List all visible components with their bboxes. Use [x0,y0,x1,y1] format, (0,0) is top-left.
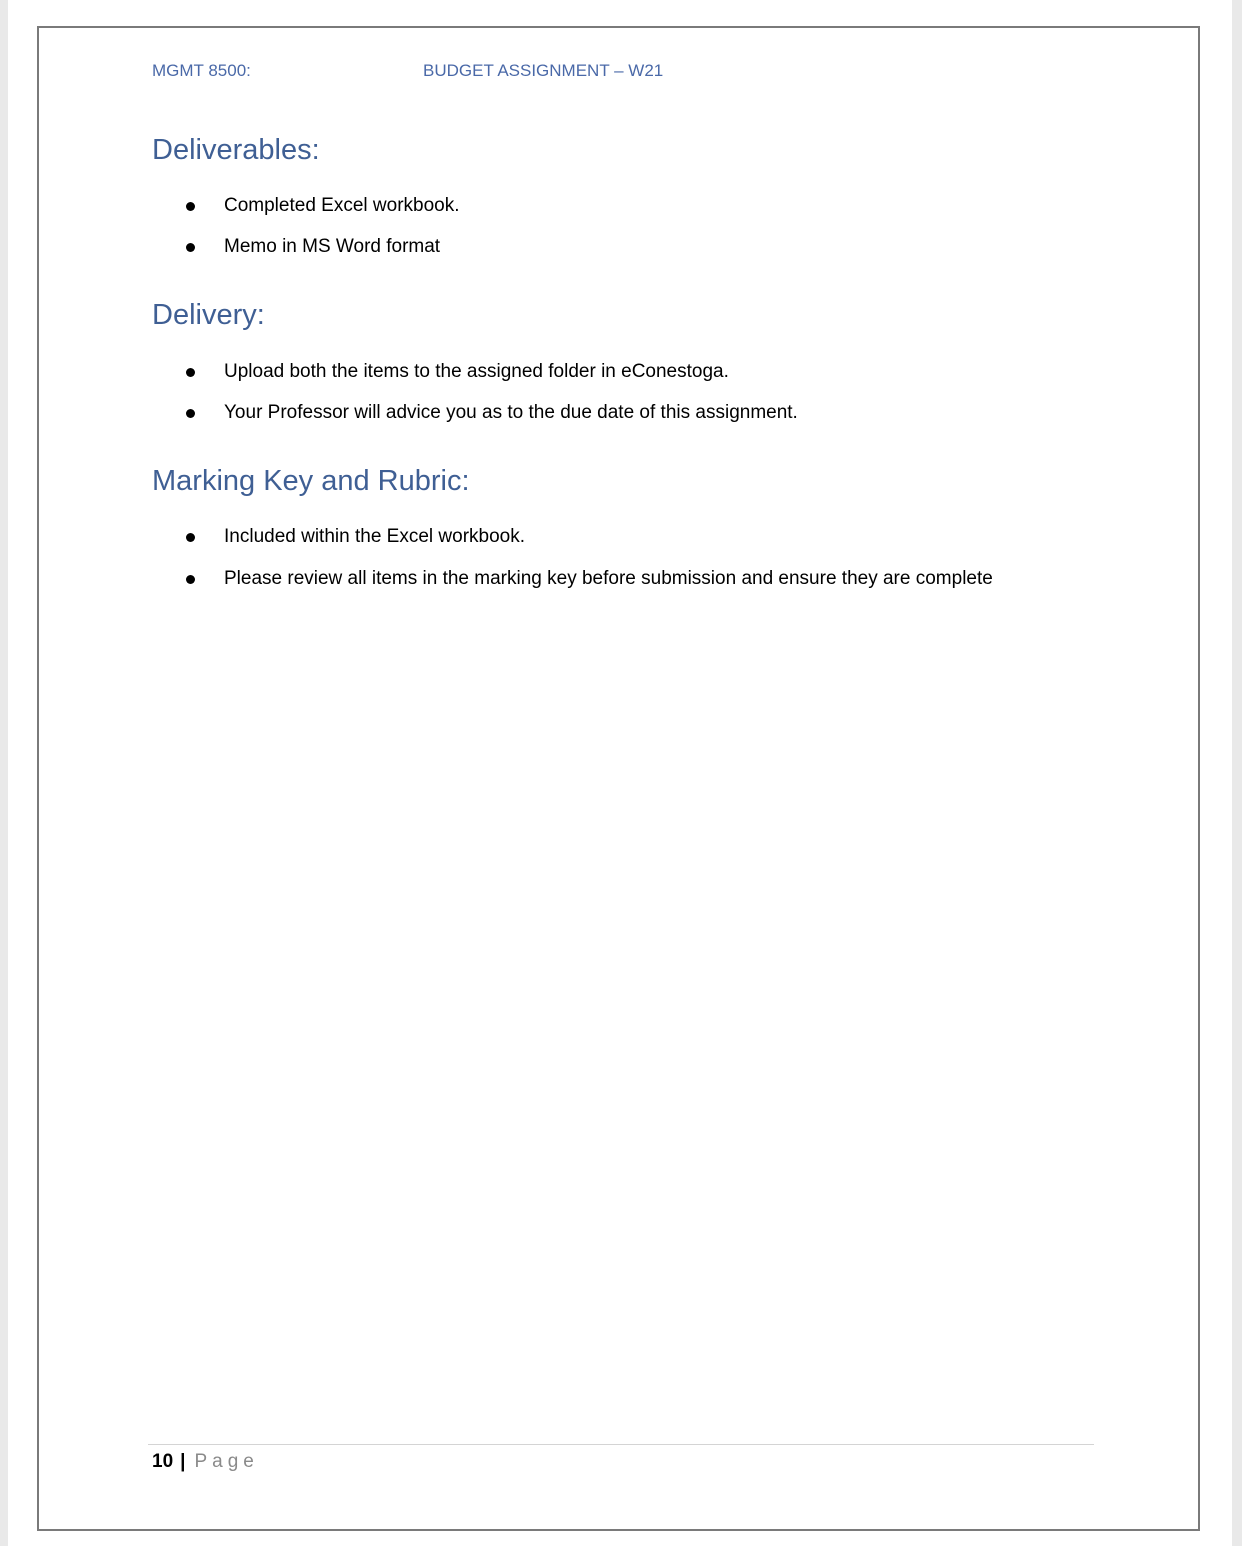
list-item [186,359,729,385]
list-item-text: Included within the Excel workbook. [224,526,525,547]
heading-deliverables: Deliverables: [152,134,320,166]
heading-delivery: Delivery: [152,299,265,331]
list-item [186,566,993,592]
page-number: 10 [152,1451,174,1472]
list-item-text: Please review all items in the marking key before submission and ensure they are complete [224,568,993,589]
list-item [186,234,440,260]
list-item [186,400,798,426]
bullet-icon [186,575,195,584]
list-item-text: Completed Excel workbook. [224,195,460,216]
heading-marking-key: Marking Key and Rubric: [152,465,470,497]
page-separator: | [180,1451,186,1472]
header-assignment-title: BUDGET ASSIGNMENT – W21 [423,61,664,80]
list-item-text: Your Professor will advice you as to the due date of this assignment. [224,402,798,423]
page-label: Page [194,1451,259,1472]
list-item-text: Upload both the items to the assigned folder in eConestoga. [224,361,729,382]
list-item [186,193,460,219]
list-item-text: Memo in MS Word format [224,236,441,257]
bullet-icon [186,368,195,377]
page-footer [152,1451,259,1473]
bullet-icon [186,243,195,252]
header-course-code: MGMT 8500: [152,61,251,80]
bullet-icon [186,409,195,418]
bullet-icon [186,202,195,211]
footer-divider [148,1444,1094,1445]
bullet-icon [186,533,195,542]
list-item [186,524,525,550]
